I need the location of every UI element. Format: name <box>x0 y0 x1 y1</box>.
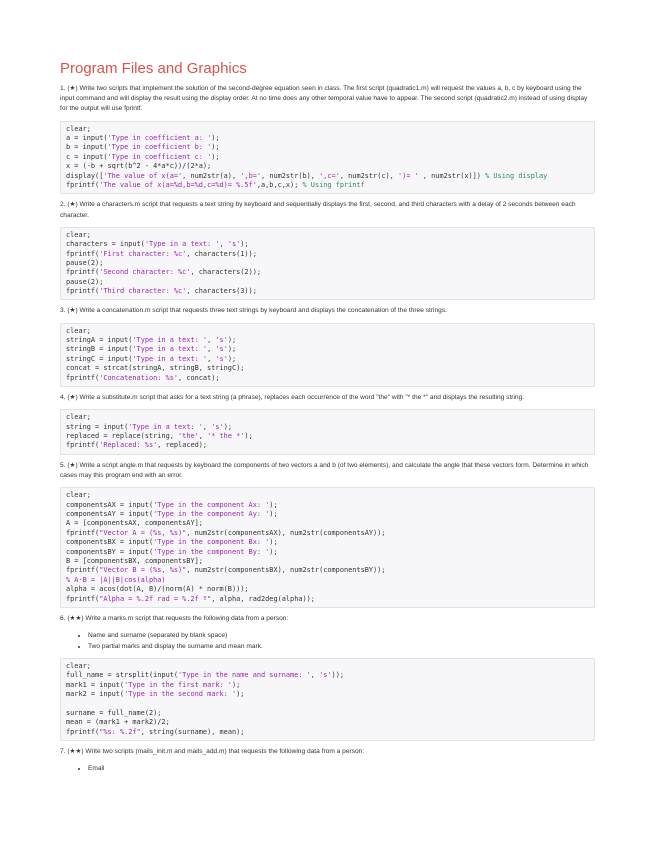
code-string: 'Type in coefficient b: ' <box>107 143 212 152</box>
page-title: Program Files and Graphics <box>60 60 247 77</box>
exercise-statement: 4. (★) Write a substitute.m script that asks for a text string (a phrase), replaces each occurrence of the word "the" with "* the *" and displays the resulting string. <box>60 394 525 402</box>
code-token: ,a,b,c,x); <box>256 180 303 189</box>
code-token: string = input( <box>66 422 129 431</box>
code-string: 'The value of x(a=%d,b=%d,c=%d)= %.5f' <box>99 180 257 189</box>
code-token: fprintf( <box>66 441 100 450</box>
code-line <box>66 268 589 277</box>
code-string: 'Type in a text: ' <box>144 240 220 249</box>
code-line <box>66 576 589 585</box>
code-token: fprintf( <box>66 566 100 575</box>
code-token: c = input( <box>66 152 108 161</box>
code-token: ); <box>240 240 249 249</box>
code-token: mark1 = input( <box>66 680 125 689</box>
code-token: componentsBX = input( <box>66 538 154 547</box>
code-token: , <box>207 354 216 363</box>
code-token: pause(2); <box>66 277 104 286</box>
code-string: 'Concatenation: %s' <box>99 373 179 382</box>
code-token: , characters(1)); <box>186 249 257 258</box>
code-string: 'Type in coefficient c: ' <box>107 152 212 161</box>
code-block <box>60 409 595 455</box>
exercise-statement: 6. (★★) Write a marks.m script that requests the following data from a person: <box>60 614 289 622</box>
code-token: , <box>207 336 216 345</box>
code-token: ); <box>223 422 232 431</box>
code-token: x = (-b + sqrt(b^2 - 4*a*c))/(2*a); <box>66 162 212 171</box>
code-line <box>66 671 589 680</box>
code-line <box>66 728 589 737</box>
code-line <box>66 548 589 557</box>
code-line <box>66 690 589 699</box>
code-string: 'Type in a text: ' <box>132 345 208 354</box>
code-block <box>60 658 595 741</box>
code-line <box>66 259 589 268</box>
code-token: , replaced); <box>157 441 208 450</box>
requirement-item: • Name and surname (separated by blank space) <box>88 630 595 641</box>
code-token: , concat); <box>178 373 220 382</box>
code-token: , <box>198 432 208 441</box>
code-comment: % Using fprintf <box>302 180 365 189</box>
code-line <box>66 501 589 510</box>
code-token: , characters(2)); <box>190 268 262 277</box>
code-token: fprintf( <box>66 528 100 537</box>
code-token: fprintf( <box>66 373 100 382</box>
code-string: ')= ' <box>397 171 419 180</box>
code-token: ); <box>269 509 278 518</box>
code-token: clear; <box>66 230 91 239</box>
code-token: characters = input( <box>66 240 145 249</box>
code-string: 's' <box>319 671 332 680</box>
code-token: fprintf( <box>66 287 100 296</box>
code-line <box>66 529 589 538</box>
code-token: ); <box>227 345 237 354</box>
code-token: ); <box>227 354 237 363</box>
code-string: 'Type in the component By: ' <box>153 547 270 556</box>
code-block <box>60 227 595 301</box>
code-string: 'Type in the first mark: ' <box>124 680 232 689</box>
code-token: stringC = input( <box>66 354 133 363</box>
code-token: ); <box>244 432 253 441</box>
code-token: surname = full_name(2); <box>66 709 162 718</box>
requirement-item: • Email <box>88 763 595 774</box>
exercise-list <box>60 84 595 774</box>
code-string: ',b=' <box>240 171 262 180</box>
code-token: , num2str(componentsAX), num2str(componentsAY)); <box>186 528 386 537</box>
code-line <box>66 510 589 519</box>
code-string: 's' <box>211 422 224 431</box>
code-token: fprintf( <box>66 268 100 277</box>
code-token: ); <box>227 336 237 345</box>
code-token: , num2str(x)]) <box>418 171 486 180</box>
code-token: , num2str(a), <box>182 171 241 180</box>
code-string: 's' <box>227 240 241 249</box>
exercise-statement: 1. (★) Write two scripts that implement the solution of the second-degree equation seen in class. The first script (quadratic1.m) will request the values a, b, c by keyboard using the input command and will display the result using the display order. At no time does any other temporal value have to appear. The second script (quadratic2.m) instead of using display for the output will use fprintf. <box>60 85 588 113</box>
code-token: ); <box>211 152 220 161</box>
requirement-list <box>60 763 595 774</box>
code-string: 'Type in a text: ' <box>132 336 208 345</box>
code-token: A = [componentsAX, componentsAY]; <box>66 519 203 528</box>
code-token: , num2str(b), <box>261 171 320 180</box>
code-token: clear; <box>66 326 91 335</box>
code-line <box>66 423 589 432</box>
code-string: 'Type in the second mark: ' <box>124 690 237 699</box>
code-token: componentsAX = input( <box>66 500 154 509</box>
exercise-statement: 3. (★) Write a concatenation.m script that requests three text strings by keyboard and displays the concatenation of the three strings. <box>60 307 447 315</box>
code-token: concat = strcat(stringA, stringB, stringC); <box>66 364 245 373</box>
code-string: ',c=' <box>319 171 340 180</box>
code-string: 'Type in the component Ay: ' <box>153 509 270 518</box>
code-line <box>66 566 589 575</box>
code-string: 'Third character: %c' <box>99 287 187 296</box>
code-token: stringA = input( <box>66 336 133 345</box>
code-token: ); <box>211 134 220 142</box>
code-string: 's' <box>215 354 228 363</box>
code-token: pause(2); <box>66 258 104 267</box>
code-token: ); <box>269 500 278 509</box>
code-token: , characters(3)); <box>186 287 257 296</box>
code-string: "Vector B = (%s, %s)" <box>99 566 187 575</box>
code-string: "Vector A = (%s, %s)" <box>99 528 187 537</box>
exercise-statement: 2. (★) Write a characters.m script that requests a text string by keyboard and sequentially displays the first, second, and third characters with a delay of 2 seconds between each character. <box>60 201 576 219</box>
requirement-item: • Two partial marks and display the surname and mean mark. <box>88 641 595 652</box>
code-string: 'Replaced: %s' <box>99 441 158 450</box>
code-block <box>60 487 595 608</box>
code-line <box>66 557 589 566</box>
code-token: clear; <box>66 124 91 133</box>
code-token: mark2 = input( <box>66 690 125 699</box>
code-token: B = [componentsBX, componentsBY]; <box>66 556 203 565</box>
code-block <box>60 121 595 195</box>
code-line <box>66 700 589 709</box>
code-token: , <box>219 240 228 249</box>
code-line <box>66 709 589 718</box>
code-line <box>66 413 589 422</box>
code-token: , <box>207 345 216 354</box>
code-token: , num2str(c), <box>339 171 398 180</box>
code-token: replaced = replace(string, <box>66 432 179 441</box>
code-string: 'Type in the component Ax: ' <box>153 500 270 509</box>
code-line <box>66 355 589 364</box>
code-string: 's' <box>215 345 228 354</box>
code-line <box>66 162 589 171</box>
requirement-list <box>60 630 595 652</box>
code-line <box>66 662 589 671</box>
code-token: a = input( <box>66 134 108 142</box>
code-string: % A·B = |A||B|cos(alpha) <box>66 575 166 584</box>
code-line <box>66 134 589 143</box>
code-string: 'Type in a text: ' <box>128 422 203 431</box>
code-token: display([ <box>66 171 104 180</box>
code-line <box>66 143 589 152</box>
code-token: alpha = acos(dot(A, B)/(norm(A) * norm(B))); <box>66 585 249 594</box>
code-string: "%s: %.2f" <box>99 727 141 736</box>
code-token: clear; <box>66 413 91 422</box>
code-token: , alpha, rad2deg(alpha)); <box>211 594 315 603</box>
code-string: '* the *' <box>207 432 245 441</box>
code-line <box>66 681 589 690</box>
code-line <box>66 491 589 500</box>
code-token: fprintf( <box>66 249 100 258</box>
code-block <box>60 323 595 387</box>
code-line <box>66 432 589 441</box>
code-line <box>66 364 589 373</box>
code-line <box>66 240 589 249</box>
code-line <box>66 250 589 259</box>
code-line <box>66 153 589 162</box>
exercise-statement: 7. (★★) Write two scripts (mails_init.m and mails_add.m) that requests the following data from a person: <box>60 748 365 756</box>
code-token: fprintf( <box>66 594 100 603</box>
code-line <box>66 374 589 383</box>
code-line <box>66 125 589 134</box>
code-token: , <box>310 671 320 680</box>
code-line <box>66 519 589 528</box>
code-token: ); <box>231 680 241 689</box>
code-string: 'Type in the name and surname: ' <box>178 671 311 680</box>
code-token: full_name = strsplit(input( <box>66 671 179 680</box>
code-token: ); <box>211 143 220 152</box>
code-line <box>66 172 589 181</box>
code-token: , <box>202 422 212 431</box>
code-token: fprintf( <box>66 727 100 736</box>
code-token: componentsAY = input( <box>66 509 154 518</box>
code-line <box>66 595 589 604</box>
code-line <box>66 231 589 240</box>
code-line <box>66 278 589 287</box>
code-token: ); <box>236 690 245 699</box>
exercise-statement: 5. (★) Write a script angle.m that requests by keyboard the components of two vectors a and b (of two elements), and calculate the angle that these vectors form. Determine in which cases may this program end with an error. <box>60 461 589 479</box>
code-string: 'Second character: %c' <box>99 268 191 277</box>
code-line <box>66 718 589 727</box>
code-line <box>66 538 589 547</box>
code-token: b = input( <box>66 143 108 152</box>
code-string: 'The value of x(a=' <box>103 171 183 180</box>
code-token: , string(surname), mean); <box>140 727 245 736</box>
code-line <box>66 181 589 190</box>
code-line <box>66 327 589 336</box>
code-string: "Alpha = %.2f rad = %.2f º" <box>99 594 212 603</box>
code-token: stringB = input( <box>66 345 133 354</box>
code-string: 'First character: %c' <box>99 249 187 258</box>
code-token: ); <box>269 547 278 556</box>
code-token: clear; <box>66 662 91 671</box>
code-token: mean = (mark1 + mark2)/2; <box>66 718 170 727</box>
code-string: 'Type in coefficient a: ' <box>107 134 212 142</box>
code-token: , num2str(componentsBX), num2str(componentsBY)); <box>186 566 386 575</box>
code-token: clear; <box>66 491 91 500</box>
code-line <box>66 585 589 594</box>
code-string: 'Type in a text: ' <box>132 354 208 363</box>
code-line <box>66 345 589 354</box>
code-line <box>66 287 589 296</box>
code-comment: % Using display <box>485 171 548 180</box>
code-line <box>66 441 589 450</box>
code-string: 's' <box>215 336 228 345</box>
code-token: ); <box>269 538 278 547</box>
code-string: 'Type in the component Bx: ' <box>153 538 270 547</box>
code-token: )); <box>331 671 344 680</box>
code-string: 'the' <box>178 432 199 441</box>
code-line <box>66 336 589 345</box>
code-token: componentsBY = input( <box>66 547 154 556</box>
code-token: fprintf( <box>66 180 100 189</box>
